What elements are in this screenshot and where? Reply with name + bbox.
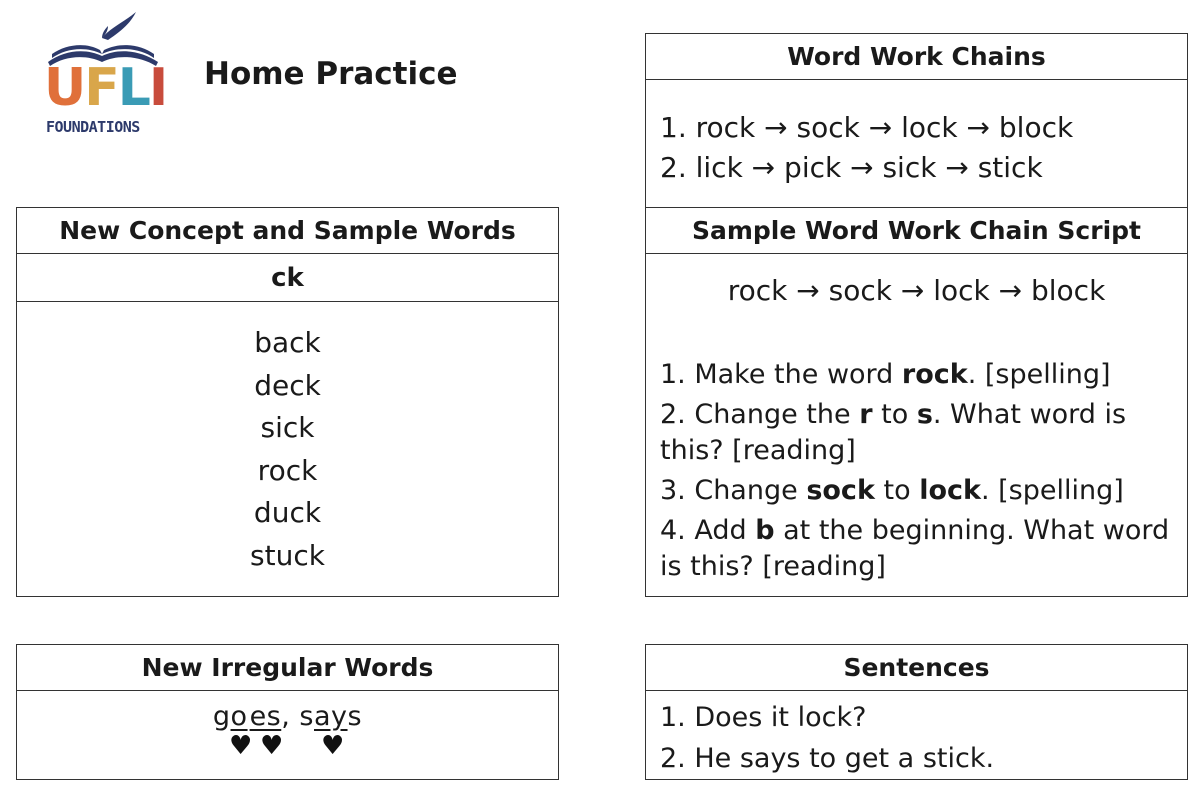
irregular-part: ay	[314, 701, 348, 732]
sentence-item: 2. He says to get a stick.	[660, 743, 995, 774]
logo-subtitle: FOUNDATIONS	[46, 118, 140, 136]
heart-icon: ♥	[260, 731, 284, 761]
sample-word: back	[254, 326, 321, 359]
ufli-logo	[44, 10, 167, 140]
logo-letter-u: U	[44, 58, 85, 118]
sample-word: duck	[253, 496, 322, 530]
irregular-words-heading: New Irregular Words	[17, 645, 558, 691]
script-step: 4. Add b at the beginning. What word is this? [reading]	[660, 515, 1170, 582]
logo-letter-f: F	[84, 58, 118, 118]
sample-word: sick	[260, 411, 315, 445]
script-step: 3. Change sock to lock. [spelling]	[660, 475, 1124, 506]
word-work-chains-panel	[645, 33, 1188, 209]
sample-word: rock	[257, 453, 318, 487]
sample-word: deck	[254, 368, 321, 402]
sample-script-panel	[645, 207, 1188, 597]
sentences-heading: Sentences	[646, 645, 1187, 691]
new-concept-heading: New Concept and Sample Words	[17, 208, 558, 254]
word-work-chains-heading: Word Work Chains	[646, 34, 1187, 80]
irregular-part: o	[230, 701, 248, 732]
sentences-panel	[645, 644, 1188, 780]
sample-word: stuck	[250, 538, 325, 572]
heart-icon: ♥	[229, 731, 253, 761]
chain-item: 1. rock → sock → lock → block	[660, 111, 1074, 144]
script-step: 1. Make the word rock. [spelling]	[660, 359, 1111, 390]
heart-icon: ♥	[321, 731, 345, 761]
script-step: 2. Change the r to s. What word is this? [reading]	[660, 399, 1127, 466]
irregular-part: es	[249, 701, 282, 732]
irregular-word-list: goes, says	[212, 701, 363, 732]
new-concept-panel	[16, 207, 559, 597]
page-title: Home Practice	[204, 56, 458, 92]
concept-pattern: ck	[17, 254, 558, 302]
logo-letter-i: I	[148, 58, 167, 118]
irregular-words-panel	[16, 644, 559, 780]
sample-word-list	[17, 302, 558, 578]
script-chain: rock → sock → lock → block	[727, 274, 1106, 307]
sample-script-heading: Sample Word Work Chain Script	[646, 208, 1187, 254]
logo-wordmark	[44, 58, 167, 118]
sentence-item: 1. Does it lock?	[660, 702, 867, 733]
script-steps	[646, 307, 1187, 585]
logo-letter-l: L	[117, 58, 149, 118]
chain-item: 2. lick → pick → sick → stick	[660, 151, 1043, 184]
